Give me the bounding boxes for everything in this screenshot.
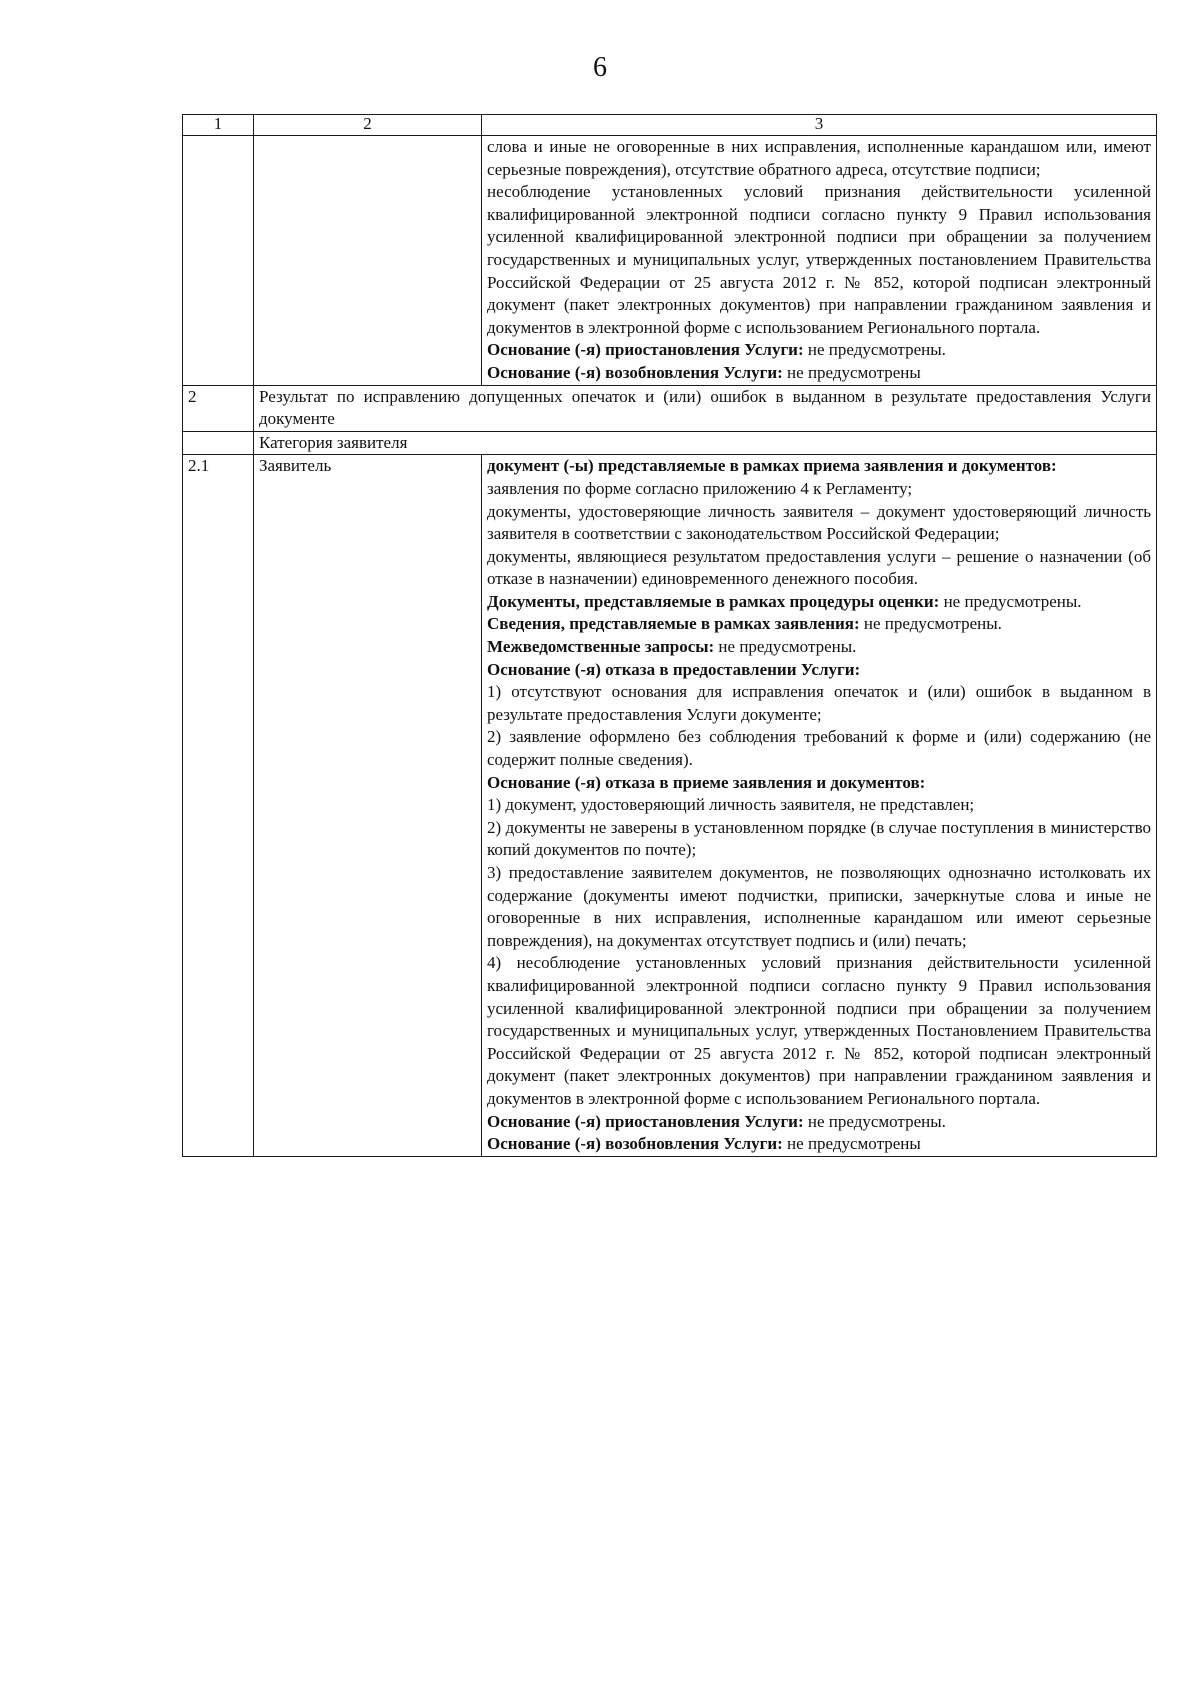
category-label: Категория заявителя <box>254 431 1157 455</box>
paragraph <box>487 362 1151 385</box>
paragraph-bold-label: Основание (-я) приостановления Услуги: <box>487 340 804 360</box>
paragraph-text: не предусмотрены. <box>803 340 946 360</box>
header-col-3: 3 <box>482 115 1157 136</box>
row21-content-cell <box>482 455 1157 1156</box>
paragraph <box>487 455 1151 478</box>
paragraph <box>487 181 1151 339</box>
paragraph-bold-label: Основание (-я) приостановления Услуги: <box>487 1111 804 1131</box>
paragraph-text: 4) несоблюдение установленных условий признания действительности усиленной квалифицированной электронной подписи согласно пункту 9 Правил использования усиленной квалифицированной электронной подписи при обращении за получением государственных и муниципальных услуг, утвержденных Постановлением Правительства Российской Федерации от 25 августа 2012 г. № 852, которой подписан электронный документ (пакет электронных документов) при направлении гражданином заявления и документов в электронной форме с использованием Регионального портала. <box>487 953 1151 1108</box>
paragraph-text: не предусмотрены. <box>803 1111 946 1131</box>
paragraph-text: слова и иные не оговоренные в них исправления, исполненные карандашом или, имеют серьезные повреждения), отсутствие обратного адреса, отсутствие подписи; <box>487 137 1151 179</box>
paragraph-text: документы, являющиеся результатом предоставления услуги – решение о назначении (об отказе в назначении) единовременного денежного пособия. <box>487 546 1151 589</box>
paragraph <box>487 794 1151 817</box>
paragraph <box>487 339 1151 362</box>
paragraph-text: не предусмотрены. <box>859 614 1002 634</box>
paragraph <box>487 613 1151 636</box>
row2-num: 2 <box>183 385 254 431</box>
row21-paragraphs <box>487 455 1151 1155</box>
page-number: 6 <box>593 52 607 83</box>
paragraph <box>487 726 1151 771</box>
paragraph-text: не предусмотрены <box>782 1134 921 1154</box>
paragraph <box>487 591 1151 614</box>
paragraph-bold-label: Основание (-я) отказа в приеме заявления и документов: <box>487 772 926 792</box>
paragraph-text: 3) предоставление заявителем документов, не позволяющих однозначно истолковать их содержание (документы имеют подчистки, приписки, зачеркнутые слова и иные не оговоренные в них исправления, исполненные карандашом или имеют серьезные повреждения), на документах отсутствует подпись и (или) печать; <box>487 863 1151 950</box>
paragraph-bold-label: документ (-ы) представляемые в рамках приема заявления и документов: <box>487 456 1057 476</box>
paragraph <box>487 478 1151 501</box>
cont-content-cell <box>482 136 1157 386</box>
paragraph <box>487 862 1151 952</box>
paragraph-text: 1) документ, удостоверяющий личность заявителя, не представлен; <box>487 795 975 815</box>
cont-num-cell <box>183 136 254 386</box>
row2-text: Результат по исправлению допущенных опечаток и (или) ошибок в выданном в результате предоставления Услуги документе <box>254 385 1157 431</box>
row21-num: 2.1 <box>183 455 254 1156</box>
header-col-1: 1 <box>183 115 254 136</box>
paragraph-bold-label: Основание (-я) возобновления Услуги: <box>487 362 783 382</box>
paragraph-bold-label: Межведомственные запросы: <box>487 637 715 657</box>
paragraph <box>487 659 1151 682</box>
paragraph-bold-label: Документы, представляемые в рамках процедуры оценки: <box>487 591 940 611</box>
table-row-category <box>183 431 1157 455</box>
paragraph-bold-label: Основание (-я) отказа в предоставлении Услуги: <box>487 659 861 679</box>
paragraph-text: не предусмотрены. <box>714 637 857 657</box>
paragraph-text: не предусмотрены <box>782 362 921 382</box>
paragraph-bold-label: Основание (-я) возобновления Услуги: <box>487 1134 783 1154</box>
paragraph <box>487 546 1151 591</box>
paragraph-text: не предусмотрены. <box>939 591 1082 611</box>
paragraph-text: 2) заявление оформлено без соблюдения требований к форме и (или) содержанию (не содержит полные сведения). <box>487 727 1151 770</box>
table-row-2 <box>183 385 1157 431</box>
table-header-row <box>183 115 1157 136</box>
paragraph-text: 1) отсутствуют основания для исправления опечаток и (или) ошибок в выданном в результате предоставления Услуги документе; <box>487 682 1151 724</box>
paragraph <box>487 817 1151 862</box>
header-col-2: 2 <box>254 115 482 136</box>
paragraph <box>487 681 1151 726</box>
paragraph <box>487 136 1151 181</box>
category-num-cell <box>183 431 254 455</box>
paragraph <box>487 772 1151 795</box>
table-row-2-1 <box>183 455 1157 1156</box>
paragraph-text: несоблюдение установленных условий признания действительности усиленной квалифицированной электронной подписи согласно пункту 9 Правил использования усиленной квалифицированной электронной подписи при обращении за получением государственных и муниципальных услуг, утвержденных постановлением Правительства Российской Федерации от 25 августа 2012 г. № 852, которой подписан электронный документ (пакет электронных документов) при направлении гражданином заявления и документов в электронной форме с использованием Регионального портала. <box>487 182 1151 337</box>
paragraph <box>487 1111 1151 1134</box>
paragraph <box>487 501 1151 546</box>
paragraph-text: документы, удостоверяющие личность заявителя – документ удостоверяющий личность заявителя в соответствии с законодательством Российской Федерации; <box>487 501 1151 544</box>
row21-applicant: Заявитель <box>254 455 482 1156</box>
table-row-continued <box>183 136 1157 386</box>
cont-paragraphs <box>487 136 1151 385</box>
paragraph-text: заявления по форме согласно приложению 4 к Регламенту; <box>487 478 913 498</box>
paragraph <box>487 1133 1151 1156</box>
paragraph <box>487 636 1151 659</box>
cont-applicant-cell <box>254 136 482 386</box>
document-table <box>182 114 1157 1157</box>
paragraph <box>487 952 1151 1110</box>
paragraph-text: 2) документы не заверены в установленном порядке (в случае поступления в министерство копий документов по почте); <box>487 817 1151 860</box>
paragraph-bold-label: Сведения, представляемые в рамках заявления: <box>487 614 860 634</box>
